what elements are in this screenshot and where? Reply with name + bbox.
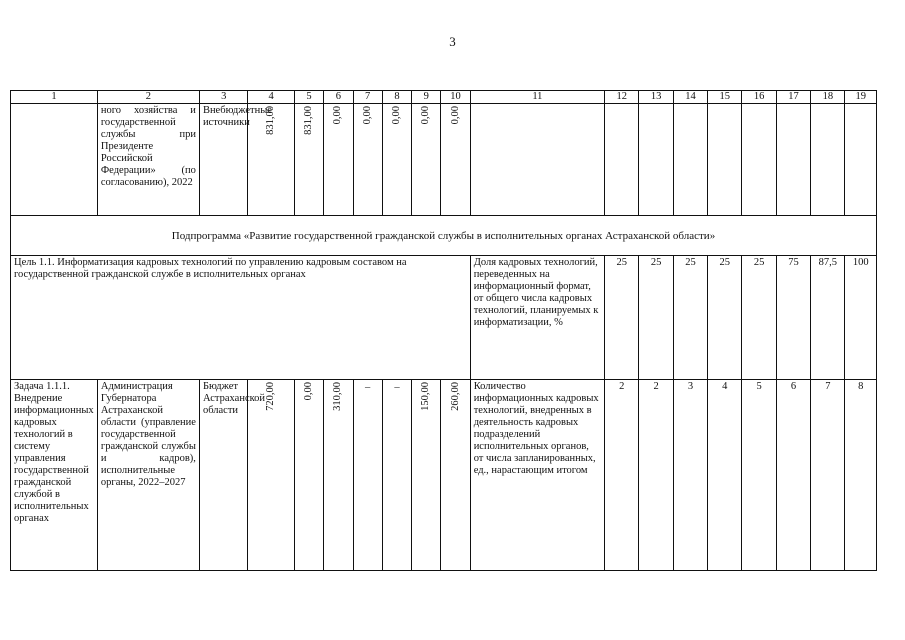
header-cell: 12: [605, 91, 639, 104]
table-cell: [605, 104, 639, 216]
indicator-value: 8: [845, 380, 877, 571]
amount-cell: [441, 104, 470, 216]
table-cell: [639, 104, 673, 216]
header-row: [11, 91, 877, 104]
task-funding-source: Бюджет Астраханской области: [199, 380, 248, 571]
amount-value: 310,00: [332, 382, 344, 411]
amount-value: 0,00: [303, 382, 315, 401]
amount-cell: [248, 104, 294, 216]
amount-cell: [353, 104, 382, 216]
indicator-value: 25: [742, 256, 776, 380]
task-row: [11, 380, 877, 571]
header-cell: 19: [845, 91, 877, 104]
amount-value: –: [365, 382, 371, 393]
goal-row: [11, 256, 877, 380]
header-cell: 9: [412, 91, 441, 104]
indicator-value: 25: [605, 256, 639, 380]
goal-indicator: Доля кадровых технологий, переведенных на информационный формат, от общего числа кадровых технологий, планируемых к информатизации, %: [470, 256, 604, 380]
header-cell: 5: [294, 91, 323, 104]
table-cell: [776, 104, 810, 216]
amount-value: 0,00: [361, 106, 373, 125]
amount-value: 150,00: [420, 382, 432, 411]
amount-value: 831,00: [303, 106, 315, 135]
header-cell: 1: [11, 91, 98, 104]
amount-value: 0,00: [420, 106, 432, 125]
indicator-value: 2: [605, 380, 639, 571]
table-cell: [673, 104, 707, 216]
header-cell: 4: [248, 91, 294, 104]
indicator-value: 75: [776, 256, 810, 380]
indicator-value: 2: [639, 380, 673, 571]
table-cell: [708, 104, 742, 216]
indicator-value: 25: [673, 256, 707, 380]
header-cell: 17: [776, 91, 810, 104]
amount-value: 831,00: [265, 106, 277, 135]
amount-value: 0,00: [332, 106, 344, 125]
header-cell: 15: [708, 91, 742, 104]
table-cell: [811, 104, 845, 216]
amount-cell: [382, 104, 411, 216]
header-cell: 11: [470, 91, 604, 104]
header-cell: 10: [441, 91, 470, 104]
header-cell: 8: [382, 91, 411, 104]
indicator-value: 7: [811, 380, 845, 571]
amount-cell: [441, 380, 470, 571]
program-table: [10, 90, 877, 571]
header-cell: 13: [639, 91, 673, 104]
amount-cell: [412, 380, 441, 571]
amount-cell: [382, 380, 411, 571]
table-cell: [845, 104, 877, 216]
amount-cell: [412, 104, 441, 216]
header-cell: 2: [97, 91, 199, 104]
indicator-value: 87,5: [811, 256, 845, 380]
amount-cell: [294, 380, 323, 571]
indicator-value: 5: [742, 380, 776, 571]
amount-cell: [248, 380, 294, 571]
task-text: Задача 1.1.1. Внедрение информационных кадровых технологий в систему управления государственной гражданской службой в исполнительных органах: [11, 380, 98, 571]
amount-value: 0,00: [390, 106, 402, 125]
task-executor: Администрация Губернатора Астраханской области (управление государственной гражданской службы и кадров), исполнительные органы, 2022–2027: [97, 380, 199, 571]
table-cell: [742, 104, 776, 216]
indicator-value: 100: [845, 256, 877, 380]
header-cell: 6: [324, 91, 353, 104]
amount-cell: [294, 104, 323, 216]
header-cell: 16: [742, 91, 776, 104]
page-number: 3: [449, 34, 456, 49]
amount-value: 720,00: [265, 382, 277, 411]
amount-cell: [324, 380, 353, 571]
subprogram-row: [11, 216, 877, 256]
table-cell: [11, 104, 98, 216]
table-row: [11, 104, 877, 216]
subprogram-title: Подпрограмма «Развитие государственной гражданской службы в исполнительных органах Астраханской области»: [11, 216, 877, 256]
indicator-value: 3: [673, 380, 707, 571]
amount-value: –: [394, 382, 400, 393]
header-cell: 14: [673, 91, 707, 104]
header-cell: 3: [199, 91, 248, 104]
indicator-value: 25: [708, 256, 742, 380]
amount-value: 0,00: [449, 106, 461, 125]
indicator-value: 6: [776, 380, 810, 571]
header-cell: 18: [811, 91, 845, 104]
task-indicator: Количество информационных кадровых технологий, внедренных в деятельность кадровых подразделений исполнительных органов, от числа запланированных, ед., нарастающим итогом: [470, 380, 604, 571]
table-cell: [470, 104, 604, 216]
indicator-value: 25: [639, 256, 673, 380]
amount-value: 260,00: [449, 382, 461, 411]
funding-source-cell: Внебюджетные источники: [199, 104, 248, 216]
indicator-value: 4: [708, 380, 742, 571]
goal-text: Цель 1.1. Информатизация кадровых технологий по управлению кадровым составом на государственной гражданской службе в исполнительных органах: [11, 256, 471, 380]
executor-cell: ного хозяйства и государственной службы при Президенте Российской Федерации» (по согласованию), 2022: [97, 104, 199, 216]
amount-cell: [324, 104, 353, 216]
amount-cell: [353, 380, 382, 571]
header-cell: 7: [353, 91, 382, 104]
